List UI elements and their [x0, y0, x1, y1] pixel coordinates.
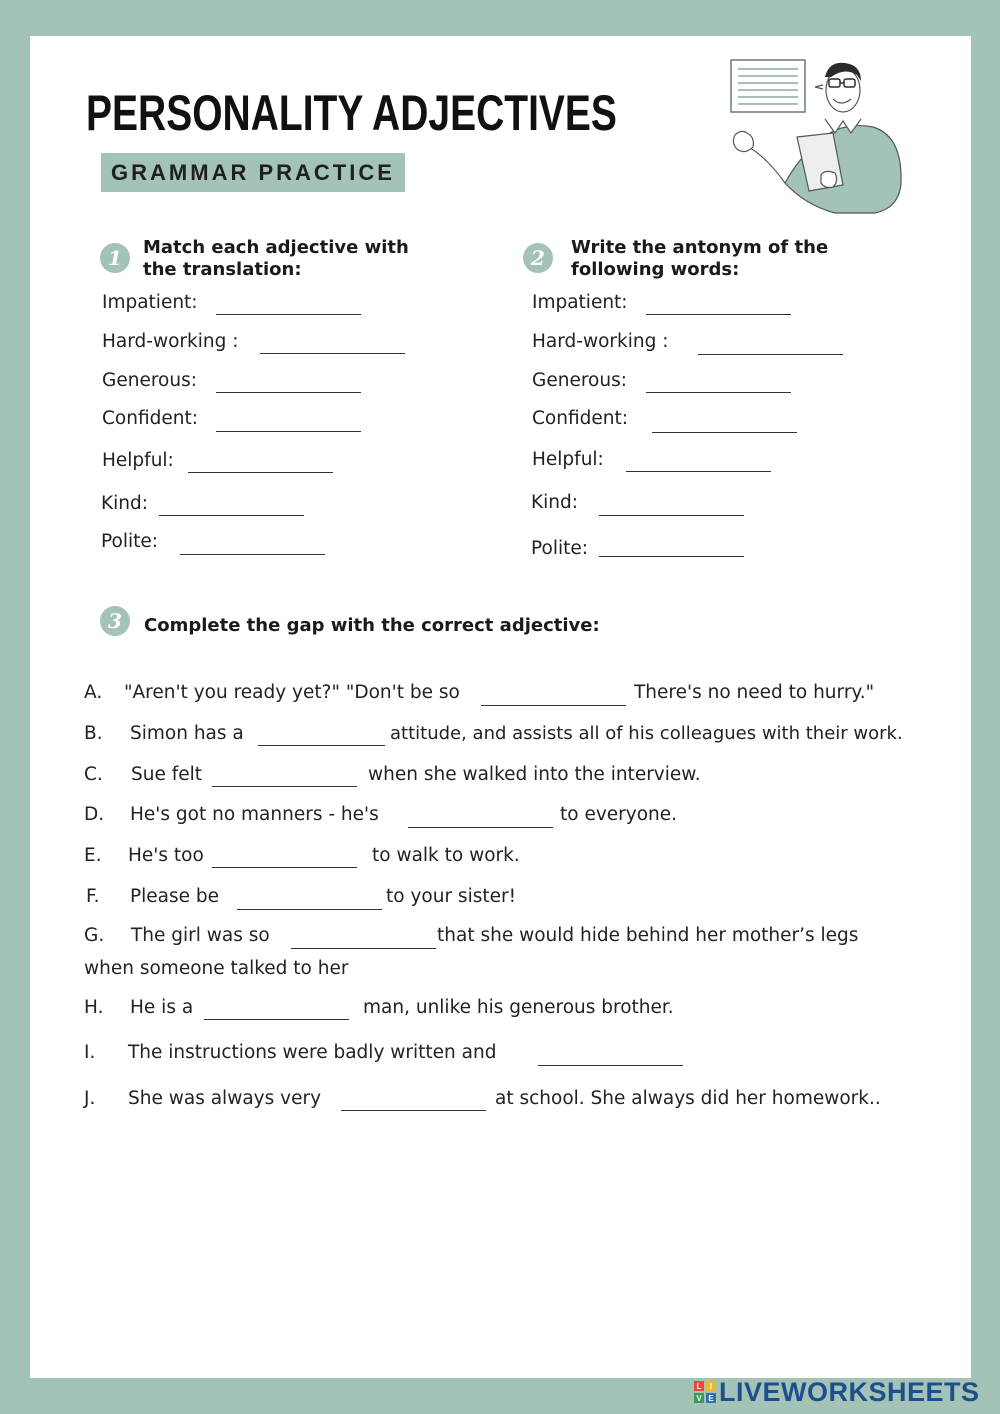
sentence-letter: H. [84, 997, 104, 1018]
sentence-text-after: that she would hide behind her mother’s legs [437, 925, 859, 946]
section2-label-hardworking: Hard-working : [532, 331, 669, 352]
page-title: PERSONALITY ADJECTIVES [86, 85, 617, 141]
section2-answer-hardworking[interactable] [698, 354, 843, 355]
page-subtitle: GRAMMAR PRACTICE [101, 153, 405, 192]
sentence-text-after: man, unlike his generous brother. [363, 997, 674, 1018]
gap-g[interactable] [291, 948, 436, 949]
sentence-text-before: He's got no manners - he's [130, 804, 379, 825]
section1-answer-kind[interactable] [159, 515, 304, 516]
section3-number-icon: 3 [100, 606, 130, 636]
sentence-text-after: at school. She always did her homework.. [495, 1088, 881, 1109]
section2-answer-confident[interactable] [652, 432, 797, 433]
section2-label-helpful: Helpful: [532, 449, 604, 470]
sentence-text-after: attitude, and assists all of his colleagues with their work. [390, 723, 903, 744]
sentence-text-before: The instructions were badly written and [128, 1042, 497, 1063]
section1-label-polite: Polite: [101, 531, 158, 552]
section1-answer-helpful[interactable] [188, 472, 333, 473]
section1-label-impatient: Impatient: [102, 292, 198, 313]
section1-answer-confident[interactable] [216, 431, 361, 432]
sentence-letter: D. [84, 804, 105, 825]
section2-instruction [571, 237, 828, 281]
sentence-text-after: when she walked into the interview. [368, 764, 701, 785]
sentence-letter: A. [84, 682, 103, 703]
section1-instruction [143, 237, 409, 281]
section1-instruction-line1: Match each adjective with [143, 237, 409, 258]
section1-instruction-line2: the translation: [143, 259, 302, 280]
sentence-letter: G. [84, 925, 105, 946]
section2-answer-polite[interactable] [599, 556, 744, 557]
gap-d[interactable] [408, 827, 553, 828]
gap-c[interactable] [212, 786, 357, 787]
section2-label-generous: Generous: [532, 370, 627, 391]
logo-squares-icon: L I V E [694, 1381, 716, 1403]
sentence-letter: E. [84, 845, 102, 866]
sentence-letter: C. [84, 764, 103, 785]
section1-answer-generous[interactable] [216, 392, 361, 393]
gap-i[interactable] [538, 1065, 683, 1066]
sentence-text-before: He's too [128, 845, 204, 866]
section2-instruction-line2: following words: [571, 259, 740, 280]
sentence-text-before: She was always very [128, 1088, 322, 1109]
section1-label-generous: Generous: [102, 370, 197, 391]
section2-answer-helpful[interactable] [626, 471, 771, 472]
sentence-text-before: Sue felt [131, 764, 203, 785]
sentence-letter: J. [84, 1088, 96, 1109]
gap-h[interactable] [204, 1019, 349, 1020]
sentence-text-after: to everyone. [560, 804, 678, 825]
section2-label-kind: Kind: [531, 492, 578, 513]
sentence-text-after: to walk to work. [372, 845, 520, 866]
sentence-text-before: He is a [130, 997, 194, 1018]
section2-label-confident: Confident: [532, 408, 628, 429]
sentence-text-before: Simon has a [130, 723, 244, 744]
sentence-text-before: The girl was so [131, 925, 270, 946]
section2-label-polite: Polite: [531, 538, 588, 559]
section1-label-helpful: Helpful: [102, 450, 174, 471]
section3-instruction: Complete the gap with the correct adjective: [144, 615, 600, 636]
liveworksheets-logo[interactable] [694, 1376, 980, 1408]
logo-text: LIVEWORKSHEETS [719, 1376, 980, 1407]
section1-answer-hardworking[interactable] [260, 353, 405, 354]
sentence-letter: B. [84, 723, 103, 744]
gap-e[interactable] [212, 867, 357, 868]
section2-answer-kind[interactable] [599, 515, 744, 516]
section1-number-icon: 1 [100, 243, 130, 273]
section2-answer-generous[interactable] [646, 392, 791, 393]
gap-f[interactable] [237, 909, 382, 910]
sentence-text-after: There's no need to hurry." [634, 682, 875, 703]
section2-instruction-line1: Write the antonym of the [571, 237, 829, 258]
section1-answer-impatient[interactable] [216, 314, 361, 315]
section1-label-kind: Kind: [101, 493, 148, 514]
sentence-letter: F. [86, 886, 100, 907]
sentence-text-before: Please be [130, 886, 220, 907]
section2-number-icon: 2 [523, 243, 553, 273]
gap-b[interactable] [258, 745, 385, 746]
section2-answer-impatient[interactable] [646, 314, 791, 315]
teacher-illustration [725, 55, 910, 215]
sentence-g-line2: when someone talked to her [84, 958, 349, 979]
section1-label-confident: Confident: [102, 408, 198, 429]
section1-label-hardworking: Hard-working : [102, 331, 239, 352]
section1-answer-polite[interactable] [180, 554, 325, 555]
sentence-letter: I. [84, 1042, 96, 1063]
sentence-text-before: "Aren't you ready yet?" "Don't be so [124, 682, 460, 703]
sentence-text-after: to your sister! [386, 886, 517, 907]
gap-j[interactable] [341, 1110, 486, 1111]
gap-a[interactable] [481, 705, 626, 706]
section2-label-impatient: Impatient: [532, 292, 628, 313]
